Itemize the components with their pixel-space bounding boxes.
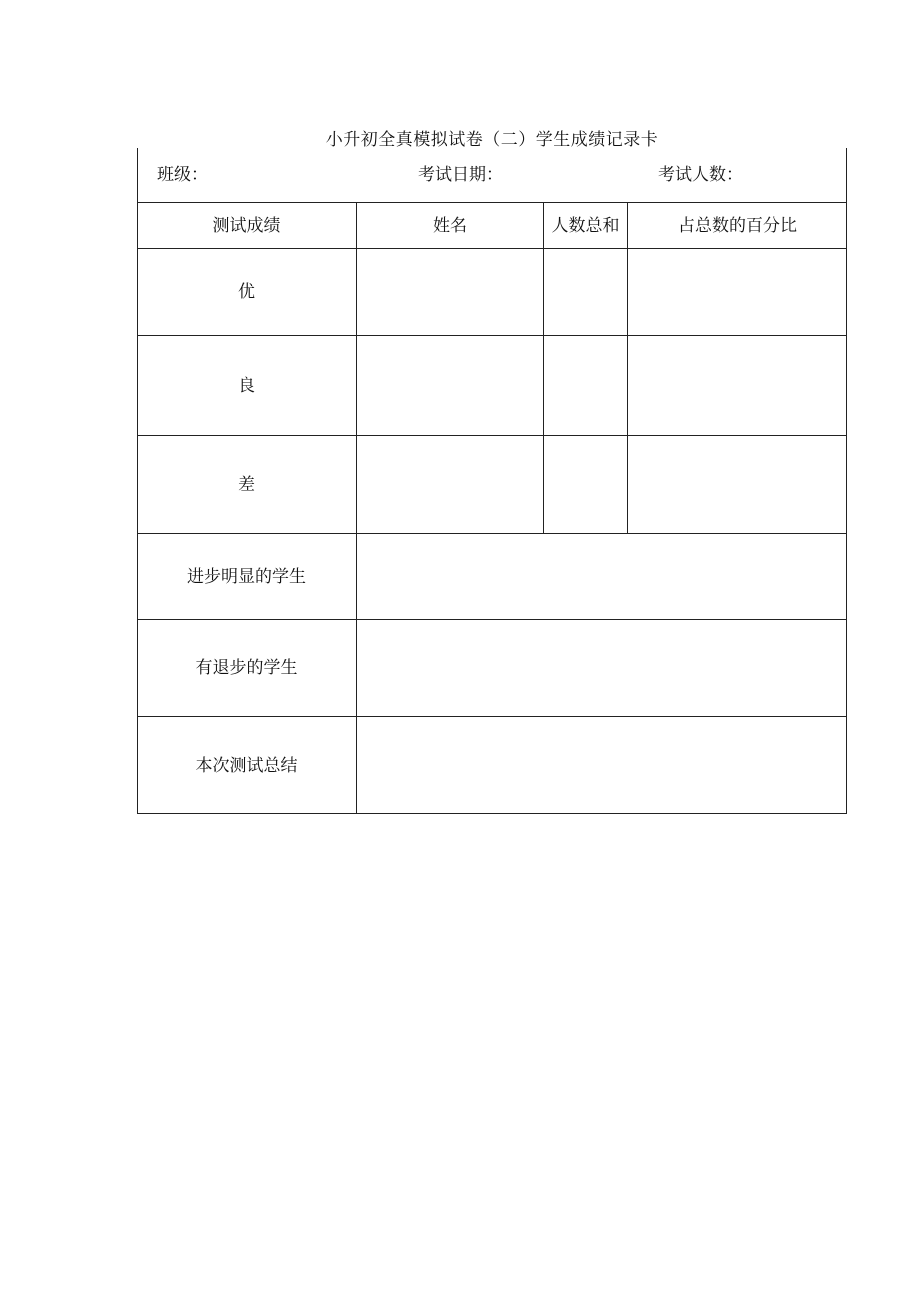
row-divider — [137, 533, 847, 534]
table-border-bottom — [137, 813, 847, 814]
class-label: 班级： — [157, 165, 208, 185]
document-title: 小升初全真模拟试卷（二）学生成绩记录卡 — [325, 130, 659, 150]
header-total-count: 人数总和 — [551, 216, 620, 236]
column-divider — [543, 202, 544, 533]
row-divider — [137, 435, 847, 436]
grade-good: 良 — [238, 376, 255, 396]
column-divider — [627, 202, 628, 533]
grade-poor: 差 — [238, 475, 255, 495]
label-declined-students: 有退步的学生 — [195, 658, 298, 678]
exam-date-label: 考试日期： — [418, 165, 503, 185]
header-test-score: 测试成绩 — [212, 216, 281, 236]
header-name: 姓名 — [433, 216, 467, 236]
label-improved-students: 进步明显的学生 — [187, 567, 306, 587]
row-divider — [137, 202, 847, 203]
column-divider — [356, 202, 357, 814]
row-divider — [137, 248, 847, 249]
exam-count-label: 考试人数： — [658, 165, 743, 185]
row-divider — [137, 619, 847, 620]
row-divider — [137, 335, 847, 336]
score-record-table — [137, 148, 847, 814]
row-divider — [137, 716, 847, 717]
header-percentage: 占总数的百分比 — [678, 216, 797, 236]
grade-excellent: 优 — [238, 282, 255, 302]
label-test-summary: 本次测试总结 — [195, 756, 298, 776]
